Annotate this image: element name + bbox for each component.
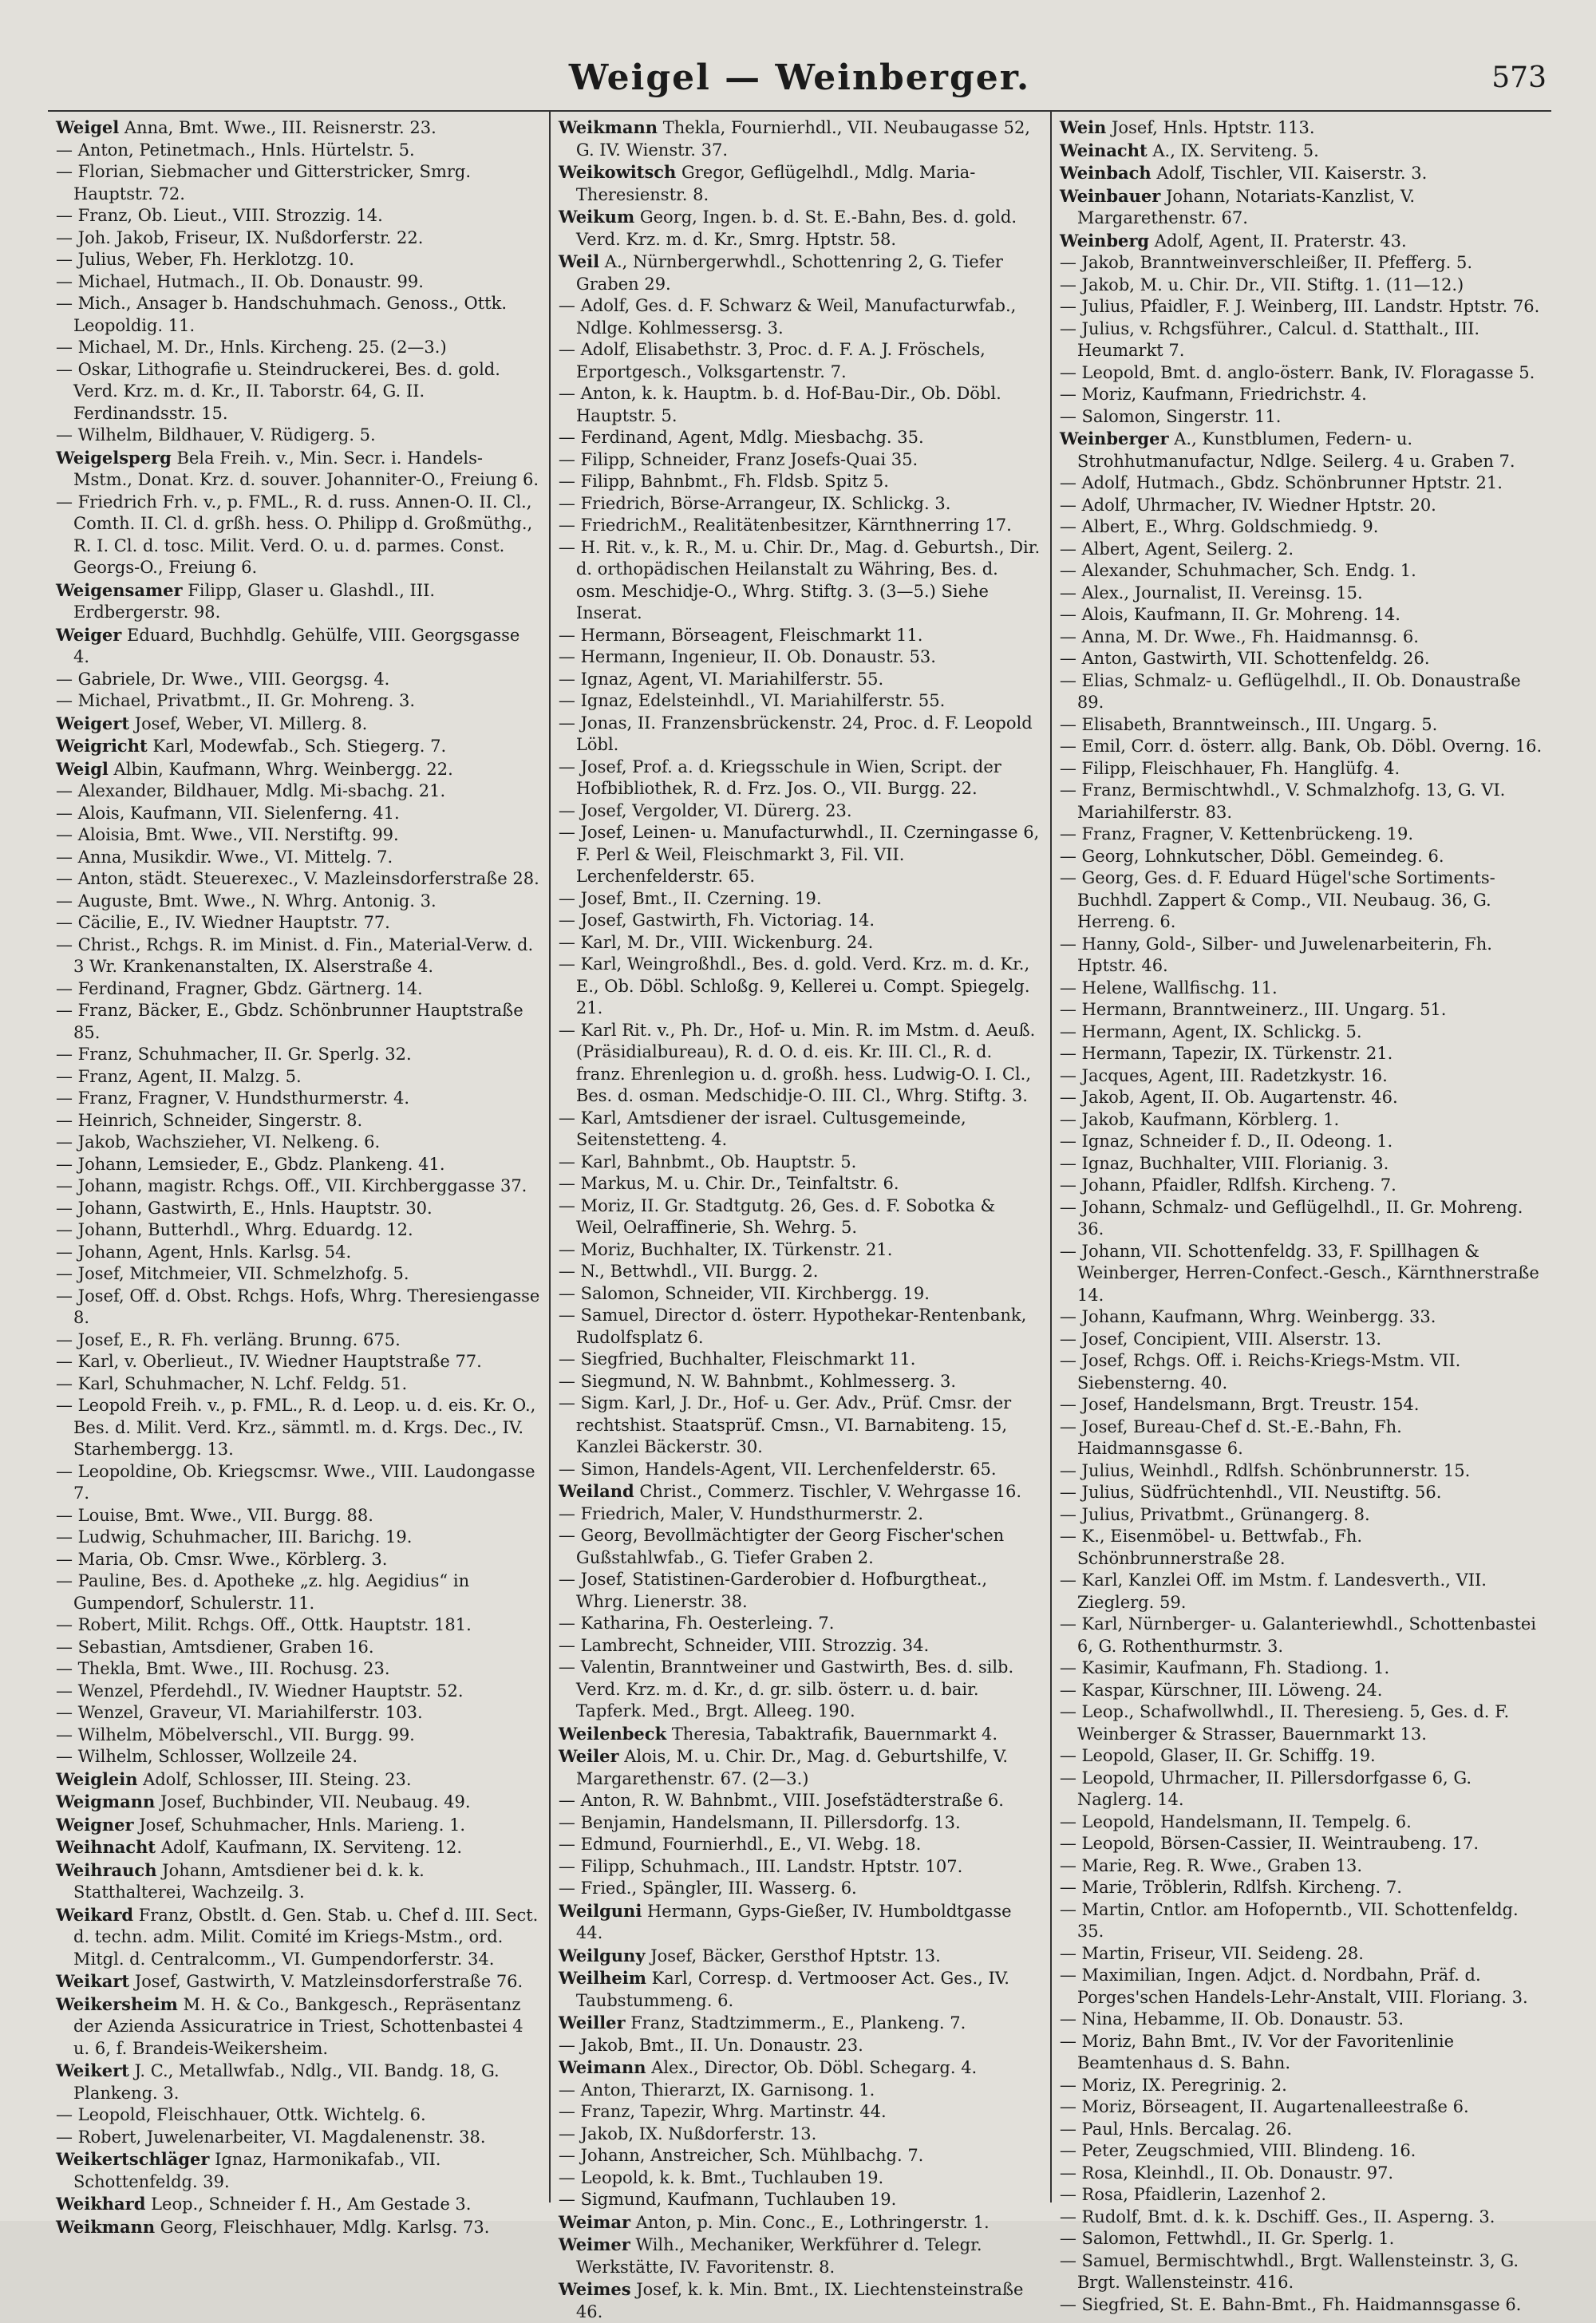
- directory-entry: — Thekla, Bmt. Wwe., III. Rochusg. 23.: [56, 1659, 390, 1678]
- directory-entry: — Moriz, II. Gr. Stadtgutg. 26, Ges. d. F. Sobotka & Weil, Oelraffinerie, Sh. Wehrg. 5.: [558, 1195, 996, 1237]
- directory-entry: — Karl, Schuhmacher, N. Lchf. Feldg. 51.: [56, 1373, 408, 1393]
- directory-entry: — Florian, Siebmacher und Gitterstricker, Smrg. Hauptstr. 72.: [56, 162, 472, 203]
- directory-entry: — Sigm. Karl, J. Dr., Hof- u. Ger. Adv., Prüf. Cmsr. der rechtshist. Staatsprüf. Cmsn., VI. Barnabiteng. 15, Kanzlei Bäckerstr. 30.: [558, 1393, 1012, 1456]
- directory-entry: — Michael, M. Dr., Hnls. Kircheng. 25. (2—3.): [56, 338, 447, 357]
- directory-entry: — Louise, Bmt. Wwe., VII. Burgg. 88.: [56, 1505, 373, 1525]
- directory-entry: Weimer Wilh., Mechaniker, Werkführer d. Telegr. Werkstätte, IV. Favoritenstr. 8.: [558, 2234, 982, 2277]
- directory-entry: — Simon, Handels-Agent, VII. Lerchenfelderstr. 65.: [558, 1459, 997, 1479]
- directory-entry: — Hermann, Agent, IX. Schlickg. 5.: [1059, 1021, 1362, 1041]
- directory-entry: — Leopoldine, Ob. Kriegscmsr. Wwe., VIII. Laudongasse 7.: [56, 1461, 535, 1503]
- directory-entry: — Leopold, Bmt. d. anglo-österr. Bank, IV. Floragasse 5.: [1059, 362, 1535, 382]
- directory-entry: — Alex., Journalist, II. Vereinsg. 15.: [1059, 583, 1363, 602]
- directory-entry: — Hermann, Tapezir, IX. Türkenstr. 21.: [1059, 1044, 1393, 1063]
- directory-entry: — Maximilian, Ingen. Adjct. d. Nordbahn, Präf. d. Porges'schen Handels-Lehr-Anstalt, VIII. Floriang. 3.: [1059, 1965, 1528, 2007]
- directory-entry: Weilguni Hermann, Gyps-Gießer, IV. Humboldtgasse 44.: [558, 1900, 1012, 1942]
- directory-entry: — Oskar, Lithografie u. Steindruckerei, Bes. d. gold. Verd. Krz. m. d. Kr., II. Taborstr. 64, G. II. Ferdinandsstr. 15.: [56, 359, 500, 423]
- directory-entry: — Georg, Lohnkutscher, Döbl. Gemeindeg. 6.: [1059, 846, 1444, 866]
- directory-entry: — Michael, Hutmach., II. Ob. Donaustr. 99.: [56, 271, 424, 291]
- page-number: 573: [1491, 61, 1547, 94]
- directory-entry: — Jacques, Agent, III. Radetzkystr. 16.: [1059, 1065, 1388, 1085]
- directory-entry: — Josef, E., R. Fh. verläng. Brunng. 675.: [56, 1329, 401, 1349]
- directory-entry: — Julius, Weber, Fh. Herklotzg. 10.: [56, 250, 354, 269]
- directory-entry: — Robert, Milit. Rchgs. Off., Ottk. Hauptstr. 181.: [56, 1615, 472, 1634]
- directory-entry: — Robert, Juwelenarbeiter, VI. Magdalenenstr. 38.: [56, 2127, 486, 2147]
- directory-entry: — Wilhelm, Bildhauer, V. Rüdigerg. 5.: [56, 425, 376, 444]
- directory-entry: — Lambrecht, Schneider, VIII. Strozzig. 34.: [558, 1635, 930, 1655]
- directory-entry: — Christ., Rchgs. R. im Minist. d. Fin., Material-Verw. d. 3 Wr. Krankenanstalten, IX. Alserstraße 4.: [56, 934, 534, 976]
- directory-entry: Weiger Eduard, Buchhdlg. Gehülfe, VIII. Georgsgasse 4.: [56, 624, 520, 666]
- directory-entry: Weikmann Georg, Fleischhauer, Mdlg. Karlsg. 73.: [56, 2216, 490, 2237]
- directory-entry: — Hermann, Ingenieur, II. Ob. Donaustr. 53.: [558, 647, 936, 666]
- directory-entry: — Johann, Schmalz- und Geflügelhdl., II. Gr. Mohreng. 36.: [1059, 1197, 1523, 1239]
- column-middle: [549, 112, 1050, 2321]
- directory-entry: — Joh. Jakob, Friseur, IX. Nußdorferstr. 22.: [56, 227, 424, 247]
- directory-entry: — Josef, Rchgs. Off. i. Reichs-Kriegs-Mstm. VII. Siebensterng. 40.: [1059, 1351, 1461, 1393]
- directory-entry: — Friedrich, Maler, V. Hundsthurmerstr. 2.: [558, 1503, 924, 1523]
- directory-entry: — Salomon, Singerstr. 11.: [1059, 406, 1282, 426]
- directory-entry: — Helene, Wallfischg. 11.: [1059, 978, 1278, 998]
- directory-entry: — Karl, M. Dr., VIII. Wickenburg. 24.: [558, 932, 874, 952]
- directory-entry: Weinbach Adolf, Tischler, VII. Kaiserstr. 3.: [1059, 163, 1428, 183]
- directory-entry: — Samuel, Director d. österr. Hypothekar-Rentenbank, Rudolfsplatz 6.: [558, 1306, 1027, 1347]
- directory-entry: — Josef, Bmt., II. Czerning. 19.: [558, 888, 822, 908]
- directory-entry: Wein Josef, Hnls. Hptstr. 113.: [1059, 117, 1315, 137]
- directory-entry: — Katharina, Fh. Oesterleing. 7.: [558, 1614, 835, 1633]
- directory-entry: Weihnacht Adolf, Kaufmann, IX. Serviteng. 12.: [56, 1837, 463, 1857]
- directory-entry: — Maria, Ob. Cmsr. Wwe., Körblerg. 3.: [56, 1549, 388, 1569]
- directory-entry: — Josef, Off. d. Obst. Rchgs. Hofs, Whrg. Theresiengasse 8.: [56, 1286, 540, 1327]
- directory-entry: — Wilhelm, Möbelverschl., VII. Burgg. 99.: [56, 1724, 415, 1744]
- directory-entry: — Elisabeth, Branntweinsch., III. Ungarg. 5.: [1059, 714, 1438, 734]
- directory-entry: — Franz, Bäcker, E., Gbdz. Schönbrunner Hauptstraße 85.: [56, 1001, 523, 1042]
- directory-entry: — Adolf, Hutmach., Gbdz. Schönbrunner Hptstr. 21.: [1059, 473, 1503, 492]
- directory-entry: — Leopold, Glaser, II. Gr. Schiffg. 19.: [1059, 1746, 1376, 1765]
- directory-entry: — Julius, Privatbmt., Grünangerg. 8.: [1059, 1504, 1370, 1524]
- column-right: [1050, 112, 1551, 2314]
- directory-entry: — Georg, Ges. d. F. Eduard Hügel'sche Sortiments-Buchhdl. Zappert & Comp., VII. Neubaug. 36, G. Herreng. 6.: [1059, 868, 1495, 931]
- directory-entry: Weinacht A., IX. Serviteng. 5.: [1059, 140, 1319, 160]
- directory-entry: — Johann, Lemsieder, E., Gbdz. Plankeng. 41.: [56, 1154, 445, 1174]
- directory-entry: — Filipp, Schuhmach., III. Landstr. Hptstr. 107.: [558, 1856, 963, 1876]
- directory-entry: — Johann, Pfaidler, Rdlfsh. Kircheng. 7.: [1059, 1175, 1396, 1195]
- directory-entry: Weikard Franz, Obstlt. d. Gen. Stab. u. Chef d. III. Sect. d. techn. adm. Milit. Comité im Kriegs-Mstm., ord. Mitgl. d. Centralcomm., VI. Gumpendorferstr. 34.: [56, 1904, 539, 1969]
- directory-entry: — Jakob, Wachszieher, VI. Nelkeng. 6.: [56, 1132, 381, 1152]
- directory-entry: Weikart Josef, Gastwirth, V. Matzleinsdorferstraße 76.: [56, 1971, 523, 1991]
- directory-entry: — Ignaz, Schneider f. D., II. Odeong. 1.: [1059, 1132, 1393, 1151]
- directory-entry: — Hanny, Gold-, Silber- und Juwelenarbeiterin, Fh. Hptstr. 46.: [1059, 934, 1492, 975]
- directory-entry: Weikersheim M. H. & Co., Bankgesch., Repräsentanz der Azienda Assicuratrice in Triest, Schottenbastei 4 u. 6, f. Brandeis-Weikersheim.: [56, 1993, 523, 2058]
- directory-entry: Weilguny Josef, Bäcker, Gersthof Hptstr. 13.: [558, 1945, 941, 1965]
- directory-entry: — Friedrich Frh. v., p. FML., R. d. russ. Annen-O. II. Cl., Comth. II. Cl. d. grßh. hess. O. Philipp d. Großmüthg., R. I. Cl. d. tosc. Milit. Verd. O. u. d. parmes. Const. Georgs-O., Freiung 6.: [56, 492, 533, 577]
- directory-entry: Weilenbeck Theresia, Tabaktrafik, Bauernmarkt 4.: [558, 1723, 998, 1744]
- directory-entry: — Albert, Agent, Seilerg. 2.: [1059, 539, 1294, 559]
- directory-entry: — Alois, Kaufmann, VII. Sielenferng. 41.: [56, 803, 400, 823]
- directory-entry: — Leop., Schafwollwhdl., II. Theresieng. 5, Ges. d. F. Weinberger & Strasser, Bauernmarkt 13.: [1059, 1702, 1510, 1744]
- directory-entry: — Josef, Gastwirth, Fh. Victoriag. 14.: [558, 911, 875, 930]
- directory-entry: — Ignaz, Edelsteinhdl., VI. Mariahilferstr. 55.: [558, 691, 946, 710]
- directory-entry: — Siegfried, St. E. Bahn-Bmt., Fh. Haidmannsgasse 6.: [1059, 2294, 1522, 2314]
- directory-entry: — Rosa, Kleinhdl., II. Ob. Donaustr. 97.: [1059, 2163, 1394, 2183]
- directory-entry: — Julius, Weinhdl., Rdlfsh. Schönbrunnerstr. 15.: [1059, 1460, 1471, 1480]
- directory-entry: — Adolf, Uhrmacher, IV. Wiedner Hptstr. 20.: [1059, 495, 1436, 515]
- directory-entry: — Josef, Handelsmann, Brgt. Treustr. 154.: [1059, 1395, 1420, 1414]
- directory-entry: — Edmund, Fournierhdl., E., VI. Webg. 18.: [558, 1835, 922, 1854]
- directory-entry: — Leopold, Börsen-Cassier, II. Weintraubeng. 17.: [1059, 1834, 1479, 1853]
- directory-columns: [48, 110, 1551, 2321]
- directory-entry: — Salomon, Schneider, VII. Kirchbergg. 19.: [558, 1283, 930, 1303]
- directory-entry: Weigmann Josef, Buchbinder, VII. Neubaug. 49.: [56, 1792, 471, 1811]
- directory-entry: Weiglein Adolf, Schlosser, III. Steing. 23.: [56, 1768, 412, 1789]
- directory-entry: — Alois, Kaufmann, II. Gr. Mohreng. 14.: [1059, 605, 1400, 624]
- directory-entry: — Michael, Privatbmt., II. Gr. Mohreng. 3.: [56, 691, 416, 710]
- directory-entry: — Fried., Spängler, III. Wasserg. 6.: [558, 1879, 857, 1898]
- directory-entry: — Martin, Cntlor. am Hofoperntb., VII. Schottenfeldg. 35.: [1059, 1899, 1519, 1941]
- directory-entry: — Marie, Reg. R. Wwe., Graben 13.: [1059, 1855, 1363, 1875]
- directory-entry: Weinberg Adolf, Agent, II. Praterstr. 43.: [1059, 230, 1407, 251]
- directory-entry: — Nina, Hebamme, II. Ob. Donaustr. 53.: [1059, 2009, 1404, 2029]
- directory-entry: — Alexander, Bildhauer, Mdlg. Mi-sbachg. 21.: [56, 781, 446, 800]
- directory-entry: — Moriz, Buchhalter, IX. Türkenstr. 21.: [558, 1239, 893, 1259]
- directory-entry: — Anton, k. k. Hauptm. b. d. Hof-Bau-Dir., Ob. Döbl. Hauptstr. 5.: [558, 384, 1001, 425]
- directory-entry: — Jakob, IX. Nußdorferstr. 13.: [558, 2123, 817, 2143]
- directory-entry: — Salomon, Fettwhdl., II. Gr. Sperlg. 1.: [1059, 2229, 1395, 2248]
- directory-entry: — Franz, Schuhmacher, II. Gr. Sperlg. 32.: [56, 1045, 412, 1064]
- directory-entry: Weihrauch Johann, Amtsdiener bei d. k. k. Statthalterei, Wachzeilg. 3.: [56, 1859, 425, 1902]
- directory-entry: — Jakob, Agent, II. Ob. Augartenstr. 46.: [1059, 1088, 1398, 1107]
- directory-entry: Weigner Josef, Schuhmacher, Hnls. Marieng. 1.: [56, 1814, 466, 1835]
- directory-entry: — Aloisia, Bmt. Wwe., VII. Nerstiftg. 99.: [56, 825, 399, 844]
- directory-entry: — Samuel, Bermischtwhdl., Brgt. Wallensteinstr. 3, G. Brgt. Wallensteinstr. 416.: [1059, 2250, 1519, 2292]
- directory-entry: — Moriz, IX. Peregrinig. 2.: [1059, 2075, 1287, 2095]
- column-left: [48, 112, 549, 2237]
- directory-entry: — Josef, Vergolder, VI. Dürerg. 23.: [558, 800, 852, 820]
- directory-entry: — Marie, Tröblerin, Rdlfsh. Kircheng. 7.: [1059, 1878, 1402, 1897]
- directory-entry: — Rudolf, Bmt. d. k. k. Dschiff. Ges., II. Asperng. 3.: [1059, 2206, 1495, 2226]
- directory-entry: — Johann, Agent, Hnls. Karlsg. 54.: [56, 1242, 352, 1262]
- directory-entry: Weiller Franz, Stadtzimmerm., E., Plankeng. 7.: [558, 2013, 966, 2033]
- directory-entry: Weigensamer Filipp, Glaser u. Glashdl., III. Erdbergerstr. 98.: [56, 579, 436, 622]
- directory-entry: — Franz, Agent, II. Malzg. 5.: [56, 1066, 302, 1086]
- directory-entry: — Franz, Tapezir, Whrg. Martinstr. 44.: [558, 2102, 887, 2121]
- directory-entry: — Siegmund, N. W. Bahnbmt., Kohlmesserg. 3.: [558, 1371, 956, 1391]
- directory-entry: — Jakob, Kaufmann, Körblerg. 1.: [1059, 1109, 1340, 1129]
- directory-entry: — Johann, magistr. Rchgs. Off., VII. Kirchberggasse 37.: [56, 1176, 527, 1195]
- page-header: [48, 46, 1551, 110]
- directory-entry: — Ferdinand, Fragner, Gbdz. Gärtnerg. 14.: [56, 978, 423, 998]
- directory-entry: — Auguste, Bmt. Wwe., N. Whrg. Antonig. 3.: [56, 891, 437, 911]
- directory-entry: — Markus, M. u. Chir. Dr., Teinfaltstr. 6.: [558, 1174, 899, 1193]
- directory-entry: — Wenzel, Pferdehdl., IV. Wiedner Hauptstr. 52.: [56, 1681, 464, 1701]
- directory-entry: — Josef, Bureau-Chef d. St.-E.-Bahn, Fh. Haidmannsgasse 6.: [1059, 1416, 1402, 1458]
- directory-entry: — Kasimir, Kaufmann, Fh. Stadiong. 1.: [1059, 1658, 1390, 1677]
- directory-entry: — Jonas, II. Franzensbrückenstr. 24, Proc. d. F. Leopold Löbl.: [558, 713, 1033, 754]
- directory-entry: — Friedrich, Börse-Arrangeur, IX. Schlickg. 3.: [558, 493, 951, 513]
- directory-entry: — Alexander, Schuhmacher, Sch. Endg. 1.: [1059, 561, 1416, 580]
- directory-entry: — Moriz, Börseagent, II. Augartenalleestraße 6.: [1059, 2097, 1469, 2116]
- directory-entry: — Josef, Statistinen-Garderobier d. Hofburgtheat., Whrg. Lienerstr. 38.: [558, 1570, 988, 1611]
- directory-entry: — Josef, Leinen- u. Manufacturwhdl., II. Czerningasse 6, F. Perl & Weil, Fleischmarkt 3, Fil. VII. Lerchenfelderstr. 65.: [558, 823, 1040, 886]
- directory-entry: — Filipp, Fleischhauer, Fh. Hanglüfg. 4.: [1059, 758, 1400, 778]
- directory-entry: Weigert Josef, Weber, VI. Millerg. 8.: [56, 713, 368, 733]
- directory-entry: Weikowitsch Gregor, Geflügelhdl., Mdlg. Maria-Theresienstr. 8.: [558, 162, 976, 204]
- directory-entry: — Karl, Amtsdiener der israel. Cultusgemeinde, Seitenstetteng. 4.: [558, 1108, 966, 1149]
- directory-entry: — Sigmund, Kaufmann, Tuchlauben 19.: [558, 2190, 897, 2209]
- directory-entry: — Filipp, Bahnbmt., Fh. Fldsb. Spitz 5.: [558, 472, 889, 491]
- directory-entry: Weigel Anna, Bmt. Wwe., III. Reisnerstr. 23.: [56, 117, 437, 137]
- directory-entry: — Franz, Fragner, V. Kettenbrückeng. 19.: [1059, 824, 1414, 843]
- directory-entry: — Josef, Concipient, VIII. Alserstr. 13.: [1059, 1329, 1381, 1349]
- directory-entry: — Johann, Anstreicher, Sch. Mühlbachg. 7.: [558, 2146, 924, 2165]
- directory-entry: — Hermann, Branntweinerz., III. Ungarg. 51.: [1059, 1000, 1447, 1019]
- directory-entry: — FriedrichM., Realitätenbesitzer, Kärnthnerring 17.: [558, 516, 1012, 535]
- directory-entry: Weinberger A., Kunstblumen, Federn- u. Strohhutmanufactur, Ndlge. Seilerg. 4 u. Graben 7.: [1059, 429, 1515, 471]
- directory-entry: Weiland Christ., Commerz. Tischler, V. Wehrgasse 16.: [558, 1481, 1022, 1501]
- directory-entry: Weigricht Karl, Modewfab., Sch. Stiegerg. 7.: [56, 736, 447, 756]
- directory-entry: — Julius, Südfrüchtenhdl., VII. Neustiftg. 56.: [1059, 1483, 1442, 1502]
- directory-entry: Weikum Georg, Ingen. b. d. St. E.-Bahn, Bes. d. gold. Verd. Krz. m. d. Kr., Smrg. Hptstr. 58.: [558, 207, 1017, 249]
- directory-entry: — Johann, Butterhdl., Whrg. Eduardg. 12.: [56, 1220, 413, 1239]
- directory-entry: — Elias, Schmalz- u. Geflügelhdl., II. Ob. Donaustraße 89.: [1059, 670, 1521, 712]
- directory-entry: Weikhard Leop., Schneider f. H., Am Gestade 3.: [56, 2194, 472, 2214]
- directory-entry: — Mich., Ansager b. Handschuhmach. Genoss., Ottk. Leopoldig. 11.: [56, 294, 508, 335]
- directory-entry: — Pauline, Bes. d. Apotheke „z. hlg. Aegidius“ in Gumpendorf, Schulerstr. 11.: [56, 1571, 470, 1613]
- directory-entry: — Filipp, Schneider, Franz Josefs-Quai 35.: [558, 449, 918, 469]
- directory-entry: — Karl, Nürnberger- u. Galanteriewhdl., Schottenbastei 6, G. Rothenthurmstr. 3.: [1059, 1614, 1537, 1656]
- directory-entry: — Josef, Prof. a. d. Kriegsschule in Wien, Script. der Hofbibliothek, R. d. Frz. Jos. O., VII. Burgg. 22.: [558, 757, 1001, 798]
- directory-entry: — Sebastian, Amtsdiener, Graben 16.: [56, 1637, 374, 1657]
- directory-entry: — Jakob, Branntweinverschleißer, II. Pfefferg. 5.: [1059, 253, 1473, 272]
- directory-entry: — Anna, M. Dr. Wwe., Fh. Haidmannsg. 6.: [1059, 626, 1419, 646]
- directory-entry: — Leopold, k. k. Bmt., Tuchlauben 19.: [558, 2167, 884, 2187]
- directory-entry: — Anton, Petinetmach., Hnls. Hürtelstr. 5.: [56, 140, 415, 160]
- running-title: Weigel — Weinberger.: [568, 57, 1031, 98]
- directory-entry: — Karl, Weingroßhdl., Bes. d. gold. Verd. Krz. m. d. Kr., E., Ob. Döbl. Schloßg. 9, Kellerei u. Compt. Spiegelg. 21.: [558, 954, 1030, 1017]
- directory-entry: — Martin, Friseur, VII. Seideng. 28.: [1059, 1943, 1364, 1963]
- directory-entry: — Anton, R. W. Bahnbmt., VIII. Josefstädterstraße 6.: [558, 1791, 1004, 1810]
- directory-entry: — Karl, Bahnbmt., Ob. Hauptstr. 5.: [558, 1152, 857, 1171]
- directory-entry: — Julius, Pfaidler, F. J. Weinberg, III. Landstr. Hptstr. 76.: [1059, 297, 1540, 316]
- directory-entry: — Anton, Thierarzt, IX. Garnisong. 1.: [558, 2080, 875, 2100]
- directory-entry: — Siegfried, Buchhalter, Fleischmarkt 11.: [558, 1349, 916, 1369]
- directory-entry: Weigl Albin, Kaufmann, Whrg. Weinbergg. 22.: [56, 758, 453, 779]
- directory-entry: — Wilhelm, Schlosser, Wollzeile 24.: [56, 1747, 358, 1766]
- directory-entry: — Valentin, Branntweiner und Gastwirth, Bes. d. silb. Verd. Krz. m. d. Kr., d. gr. silb. österr. u. d. bair. Tapferk. Med., Brgt. Alleeg. 190.: [558, 1657, 1014, 1721]
- directory-entry: — Adolf, Ges. d. F. Schwarz & Weil, Manufacturwfab., Ndlge. Kohlmessersg. 3.: [558, 296, 1017, 338]
- directory-entry: — H. Rit. v., k. R., M. u. Chir. Dr., Mag. d. Geburtsh., Dir. d. orthopädischen Heilanstalt zu Währing, Bes. d. osm. Meschidje-O., Whrg. Stiftg. 3. (3—5.) Siehe Inserat.: [558, 537, 1041, 622]
- directory-entry: — Jakob, Bmt., II. Un. Donaustr. 23.: [558, 2035, 863, 2055]
- directory-entry: — Anton, städt. Steuerexec., V. Mazleinsdorferstraße 28.: [56, 869, 539, 888]
- directory-entry: Weilheim Karl, Corresp. d. Vertmooser Act. Ges., IV. Taubstummeng. 6.: [558, 1968, 1009, 2010]
- directory-entry: — Ignaz, Agent, VI. Mariahilferstr. 55.: [558, 669, 884, 689]
- directory-entry: — Adolf, Elisabethstr. 3, Proc. d. F. A. J. Fröschels, Erportgesch., Volksgartenstr. 7.: [558, 340, 986, 381]
- directory-entry: Weimes Josef, k. k. Min. Bmt., IX. Liechtensteinstraße 46.: [558, 2279, 1024, 2321]
- directory-entry: — Franz, Ob. Lieut., VIII. Strozzig. 14.: [56, 206, 383, 225]
- directory-entry: — Albert, E., Whrg. Goldschmiedg. 9.: [1059, 517, 1379, 536]
- directory-entry: — Moriz, Kaufmann, Friedrichstr. 4.: [1059, 385, 1367, 404]
- directory-entry: — Hermann, Börseagent, Fleischmarkt 11.: [558, 625, 923, 645]
- directory-entry: — Moriz, Bahn Bmt., IV. Vor der Favoritenlinie Beamtenhaus d. S. Bahn.: [1059, 2031, 1455, 2072]
- directory-entry: — N., Bettwhdl., VII. Burgg. 2.: [558, 1262, 819, 1281]
- directory-entry: — Karl, Kanzlei Off. im Mstm. f. Landesverth., VII. Zieglerg. 59.: [1059, 1570, 1487, 1612]
- directory-entry: — Leopold Freih. v., p. FML., R. d. Leop. u. d. eis. Kr. O., Bes. d. Milit. Verd. Krz., sämmtl. m. d. Krgs. Dec., IV. Starhembergg. 13.: [56, 1396, 536, 1459]
- directory-entry: Weinbauer Johann, Notariats-Kanzlist, V. Margarethenstr. 67.: [1059, 185, 1416, 227]
- directory-entry: — Paul, Hnls. Bercalag. 26.: [1059, 2119, 1293, 2139]
- directory-entry: — Julius, v. Rchgsführer., Calcul. d. Statthalt., III. Heumarkt 7.: [1059, 318, 1480, 360]
- directory-entry: Weiler Alois, M. u. Chir. Dr., Mag. d. Geburtshilfe, V. Margarethenstr. 67. (2—3.): [558, 1746, 1009, 1788]
- directory-entry: — Peter, Zeugschmied, VIII. Blindeng. 16.: [1059, 2141, 1416, 2160]
- directory-entry: — Johann, Gastwirth, E., Hnls. Hauptstr. 30.: [56, 1198, 433, 1218]
- directory-entry: Weikertschläger Ignaz, Harmonikafab., VII. Schottenfeldg. 39.: [56, 2149, 441, 2191]
- directory-entry: Weigelsperg Bela Freih. v., Min. Secr. i. Handels-Mstm., Donat. Krz. d. souver. Johanniter-O., Freiung 6.: [56, 447, 539, 489]
- directory-entry: — Ignaz, Buchhalter, VIII. Florianig. 3.: [1059, 1153, 1389, 1173]
- directory-entry: — Johann, Kaufmann, Whrg. Weinbergg. 33.: [1059, 1307, 1436, 1326]
- directory-entry: — Franz, Fragner, V. Hundsthurmerstr. 4.: [56, 1088, 410, 1108]
- directory-entry: — Benjamin, Handelsmann, II. Pillersdorfg. 13.: [558, 1812, 961, 1832]
- directory-entry: — Leopold, Fleischhauer, Ottk. Wichtelg. 6.: [56, 2105, 426, 2124]
- directory-entry: — K., Eisenmöbel- u. Bettwfab., Fh. Schönbrunnerstraße 28.: [1059, 1527, 1363, 1568]
- directory-entry: — Leopold, Handelsmann, II. Tempelg. 6.: [1059, 1811, 1412, 1831]
- directory-entry: — Georg, Bevollmächtigter der Georg Fischer'schen Gußstahlwfab., G. Tiefer Graben 2.: [558, 1526, 1005, 1567]
- directory-entry: — Heinrich, Schneider, Singerstr. 8.: [56, 1110, 363, 1130]
- directory-entry: — Anton, Gastwirth, VII. Schottenfeldg. 26.: [1059, 649, 1430, 668]
- directory-entry: — Rosa, Pfaidlerin, Lazenhof 2.: [1059, 2185, 1327, 2204]
- directory-entry: — Ferdinand, Agent, Mdlg. Miesbachg. 35.: [558, 428, 924, 447]
- directory-entry: Weikmann Thekla, Fournierhdl., VII. Neubaugasse 52, G. IV. Wienstr. 37.: [558, 117, 1030, 160]
- directory-entry: — Josef, Mitchmeier, VII. Schmelzhofg. 5.: [56, 1264, 409, 1283]
- directory-entry: — Gabriele, Dr. Wwe., VIII. Georgsg. 4.: [56, 669, 390, 689]
- directory-entry: — Franz, Bermischtwhdl., V. Schmalzhofg. 13, G. VI. Mariahilferstr. 83.: [1059, 780, 1506, 822]
- directory-entry: — Cäcilie, E., IV. Wiedner Hauptstr. 77.: [56, 913, 390, 932]
- directory-entry: — Johann, VII. Schottenfeldg. 33, F. Spillhagen & Weinberger, Herren-Confect.-Gesch., Kärnthnerstraße 14.: [1059, 1241, 1539, 1305]
- directory-entry: — Kaspar, Kürschner, III. Löweng. 24.: [1059, 1680, 1383, 1700]
- directory-entry: — Jakob, M. u. Chir. Dr., VII. Stiftg. 1. (11—12.): [1059, 275, 1464, 294]
- directory-entry: — Leopold, Uhrmacher, II. Pillersdorfgasse 6, G. Naglerg. 14.: [1059, 1768, 1472, 1809]
- directory-entry: Weikert J. C., Metallwfab., Ndlg., VII. Bandg. 18, G. Plankeng. 3.: [56, 2060, 500, 2103]
- directory-entry: — Emil, Corr. d. österr. allg. Bank, Ob. Döbl. Overng. 16.: [1059, 737, 1543, 756]
- directory-entry: — Anna, Musikdir. Wwe., VI. Mittelg. 7.: [56, 847, 393, 867]
- directory-entry: — Karl Rit. v., Ph. Dr., Hof- u. Min. R. im Mstm. d. Aeuß. (Präsidialbureau), R. d. O. d. eis. Kr. III. Cl., R. d. franz. Ehrenlegion u. d. großh. hess. Ludwig-O. I. Cl., Bes. d. osman. Medschidje-O. III. Cl., Whrg. Stiftg. 3.: [558, 1020, 1036, 1105]
- directory-entry: — Ludwig, Schuhmacher, III. Barichg. 19.: [56, 1527, 413, 1547]
- directory-entry: Weimann Alex., Director, Ob. Döbl. Schegarg. 4.: [558, 2057, 978, 2077]
- directory-entry: — Karl, v. Oberlieut., IV. Wiedner Hauptstraße 77.: [56, 1352, 482, 1371]
- directory-entry: Weil A., Nürnbergerwhdl., Schottenring 2, G. Tiefer Graben 29.: [558, 251, 1003, 294]
- directory-entry: Weimar Anton, p. Min. Conc., E., Lothringerstr. 1.: [558, 2211, 990, 2232]
- directory-entry: — Wenzel, Graveur, VI. Mariahilferstr. 103.: [56, 1703, 423, 1722]
